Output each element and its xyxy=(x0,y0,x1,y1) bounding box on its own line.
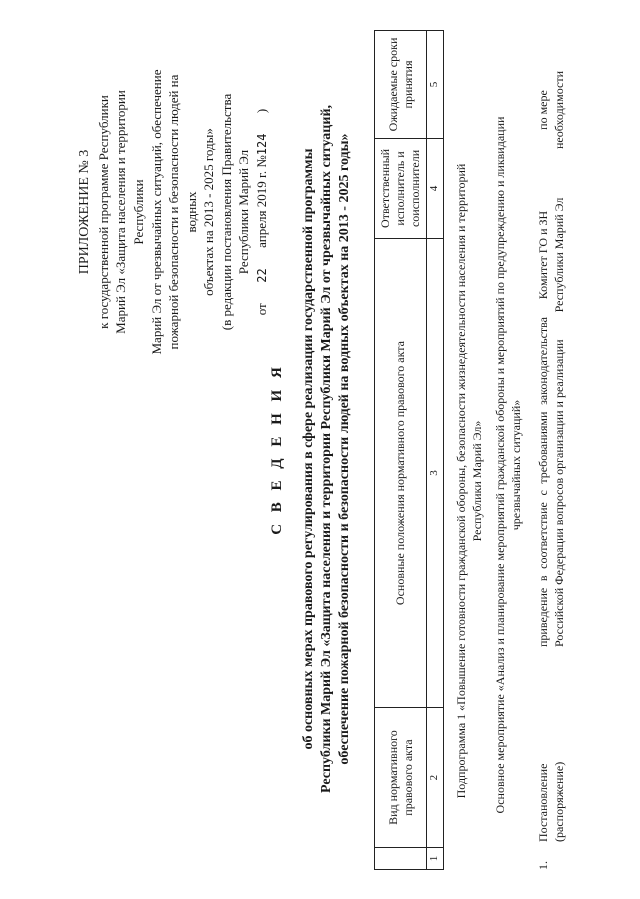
header-cell-type: Вид нормативного правового акта xyxy=(375,708,427,848)
main-activity-line: Основное мероприятие «Анализ и планирование мероприятий гражданской обороны и мероприятий по предупреждению и ликвидации xyxy=(493,116,507,814)
row-provision: приведение в соответствие с требованиями законодательства Российской Федерации вопросов организации и реализации xyxy=(536,317,567,647)
appendix-block xyxy=(76,61,270,363)
appendix-line: Республики Марий Эл xyxy=(236,149,252,275)
column-number: 1 xyxy=(427,848,444,870)
appendix-line: Марий Эл «Защита населения и территории Республики xyxy=(113,90,146,334)
date-prefix: от xyxy=(253,303,269,316)
column-number: 2 xyxy=(427,708,444,848)
header-cell-responsible: Ответственный исполнитель и соисполнители xyxy=(375,138,427,238)
row-act-type: Постановление (распоряжение) xyxy=(536,761,567,842)
appendix-line: Марий Эл от чрезвычайных ситуаций, обеспечение xyxy=(148,69,164,355)
subprogram-line: Республики Марий Эл» xyxy=(470,420,485,542)
column-number: 4 xyxy=(427,138,444,238)
appendix-heading: ПРИЛОЖЕНИЕ № 3 xyxy=(77,149,92,275)
header-cell-provisions: Основные положения нормативного правового акта xyxy=(375,238,427,707)
column-number: 3 xyxy=(427,238,444,707)
main-activity-heading xyxy=(492,60,524,870)
main-activity-line: чрезвычайных ситуаций» xyxy=(509,399,524,531)
subprogram-line: Подпрограмма 1 «Повышение готовности гражданской обороны, безопасности жизнедеятельности населения и территорий xyxy=(454,163,468,799)
title-line: обеспечение пожарной безопасности и безопасности людей на водных объектах на 2013 - 2025 годы» xyxy=(336,133,352,765)
appendix-line: к государственной программе Республики xyxy=(95,95,111,329)
column-number: 5 xyxy=(427,31,444,139)
header-cell-number xyxy=(375,848,427,870)
title-line: об основных мерах правового регулирования в сфере реализации государственной программы xyxy=(300,148,316,750)
measures-table xyxy=(374,30,444,870)
row-expected-date: по мере необходимости xyxy=(536,71,567,150)
table-header-row xyxy=(375,31,427,870)
date-number: 124 xyxy=(254,133,269,156)
row-responsible: Комитет ГО и ЗН Республики Марий Эл xyxy=(536,197,567,313)
header-cell-dates: Ожидаемые сроки принятия xyxy=(375,31,427,139)
subprogram-heading xyxy=(453,151,485,811)
date-rest: апреля 2019 г. № xyxy=(253,155,269,248)
title-line: Республики Марий Эл «Защита населения и территории Республики Марий Эл от чрезвычайных ситуаций, xyxy=(318,104,334,794)
appendix-line: пожарной безопасности и безопасности людей на водных xyxy=(166,74,199,350)
document-title xyxy=(268,69,354,829)
row-number: 1. xyxy=(536,861,550,870)
date-day: 22 xyxy=(254,268,269,283)
table-number-row xyxy=(427,31,444,870)
title-main: С В Е Д Е Н И Я xyxy=(269,363,285,535)
appendix-line: (в редакции постановления Правительства xyxy=(218,93,234,331)
appendix-line: объектах на 2013 - 2025 годы» xyxy=(201,128,217,296)
date-close: ) xyxy=(253,108,269,114)
